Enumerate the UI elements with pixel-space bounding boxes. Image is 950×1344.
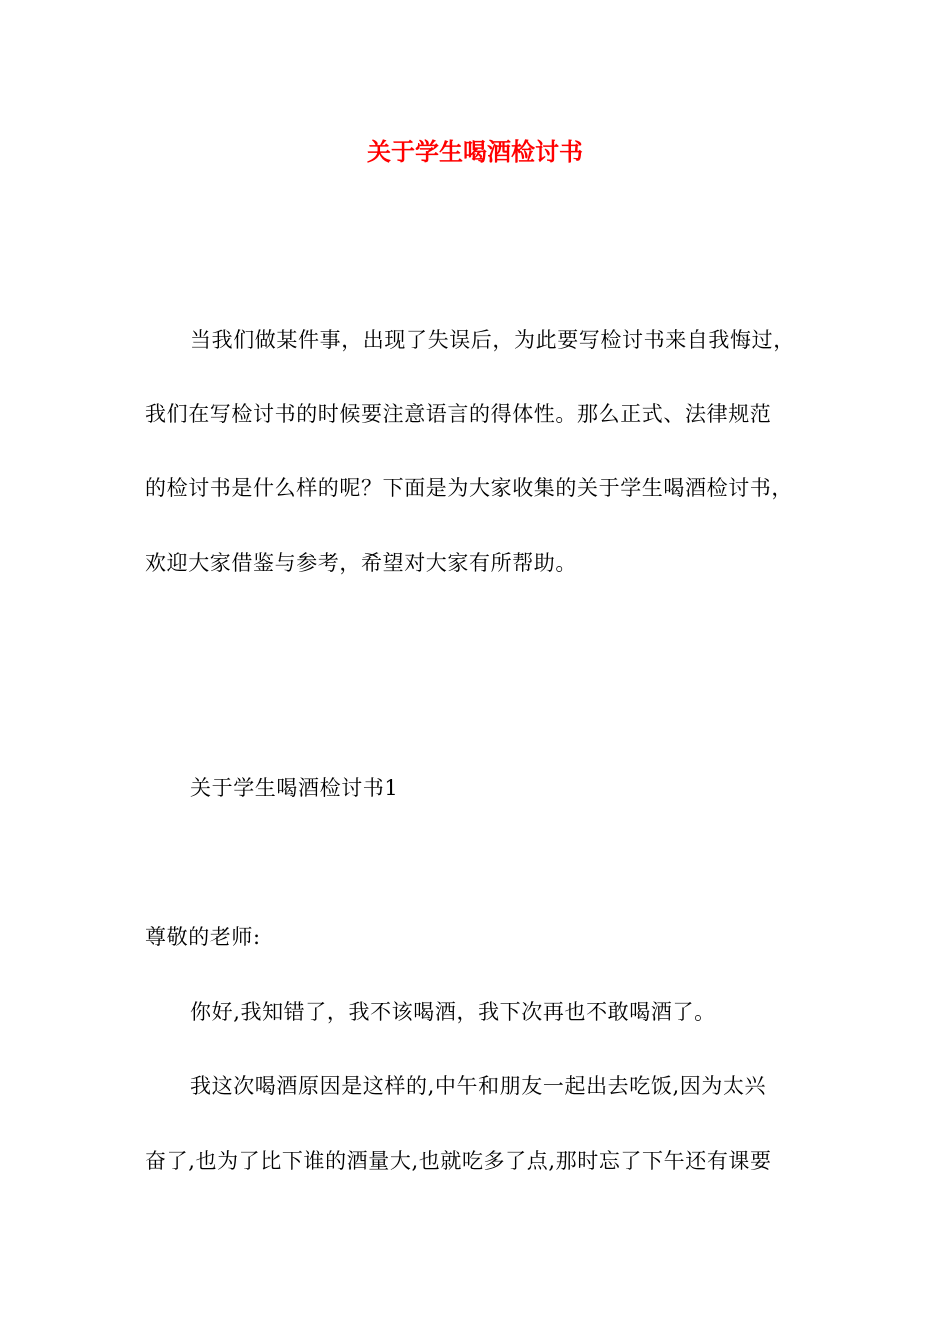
intro-line-2: 我们在写检讨书的时候要注意语言的得体性。那么正式、法律规范 (145, 402, 772, 426)
intro-line-4: 欢迎大家借鉴与参考，希望对大家有所帮助。 (145, 551, 577, 575)
section-heading: 关于学生喝酒检讨书1 (190, 776, 399, 800)
body-line-2: 我这次喝酒原因是这样的,中午和朋友一起出去吃饭,因为太兴 (190, 1074, 767, 1098)
document-title: 关于学生喝酒检讨书 (367, 137, 583, 166)
body-line-1: 你好,我知错了，我不该喝酒，我下次再也不敢喝酒了。 (190, 1000, 716, 1024)
intro-line-1: 当我们做某件事，出现了失误后，为此要写检讨书来自我悔过， (190, 328, 795, 352)
salutation: 尊敬的老师: (145, 925, 261, 949)
intro-line-3: 的检讨书是什么样的呢？下面是为大家收集的关于学生喝酒检讨书， (145, 476, 793, 500)
body-line-3: 奋了,也为了比下谁的酒量大,也就吃多了点,那时忘了下午还有课要 (145, 1149, 772, 1173)
